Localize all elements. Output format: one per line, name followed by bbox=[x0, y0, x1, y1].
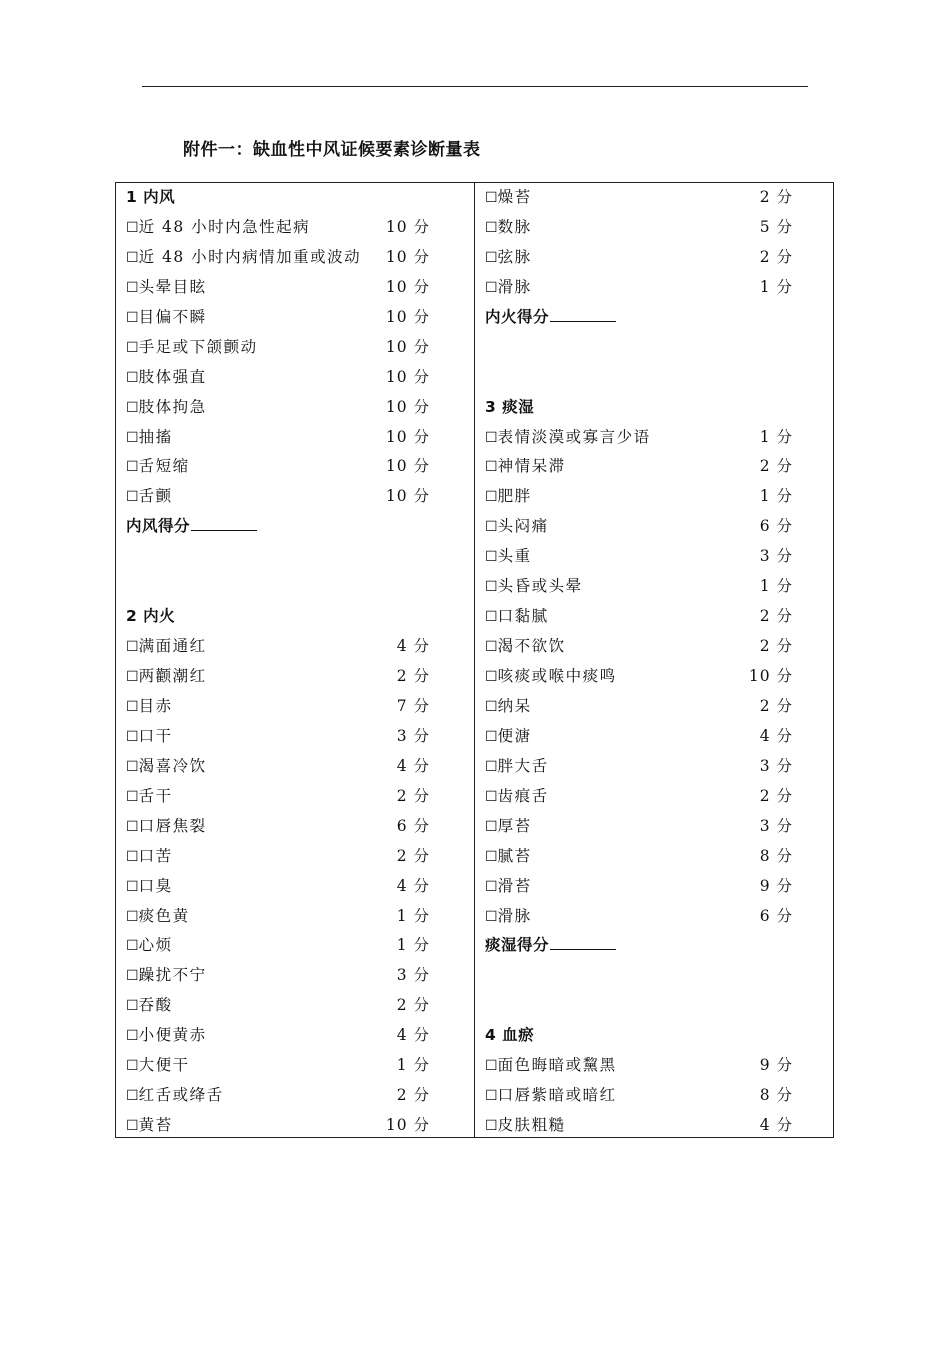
symptom-score: 4 分 bbox=[759, 1116, 793, 1135]
symptom-label: 腻苔 bbox=[497, 846, 532, 865]
spacer-row bbox=[475, 333, 833, 363]
symptom-score: 2 分 bbox=[759, 696, 793, 715]
section-subtotal bbox=[475, 303, 833, 333]
symptom-score: 1 分 bbox=[759, 487, 793, 506]
symptom-item[interactable] bbox=[116, 243, 474, 273]
checkbox-icon[interactable]: ☐ bbox=[126, 728, 139, 745]
section-heading-label: 1 内风 bbox=[126, 188, 176, 206]
symptom-score: 10 分 bbox=[385, 307, 430, 326]
symptom-item[interactable] bbox=[475, 452, 833, 482]
symptom-label: 面色晦暗或黧黑 bbox=[497, 1056, 617, 1075]
symptom-score: 4 分 bbox=[396, 756, 430, 775]
symptom-item[interactable] bbox=[116, 722, 474, 752]
checkbox-icon[interactable]: ☐ bbox=[126, 698, 139, 715]
symptom-score: 8 分 bbox=[759, 1086, 793, 1105]
checkbox-icon[interactable]: ☐ bbox=[485, 519, 498, 536]
checkbox-icon[interactable]: ☐ bbox=[485, 190, 498, 206]
symptom-item[interactable] bbox=[116, 273, 474, 303]
symptom-label: 口黏腻 bbox=[497, 607, 549, 626]
document-title: 附件一：缺血性中风证候要素诊断量表 bbox=[183, 140, 481, 160]
checkbox-icon[interactable]: ☐ bbox=[126, 219, 139, 236]
checkbox-icon[interactable]: ☐ bbox=[485, 579, 498, 596]
symptom-score: 8 分 bbox=[759, 846, 793, 865]
symptom-label: 口臭 bbox=[138, 876, 173, 895]
symptom-item[interactable] bbox=[475, 662, 833, 692]
checkbox-icon[interactable]: ☐ bbox=[485, 219, 498, 236]
symptom-label: 舌干 bbox=[138, 786, 173, 805]
checkbox-icon[interactable]: ☐ bbox=[485, 279, 498, 296]
symptom-item[interactable] bbox=[475, 812, 833, 842]
symptom-item[interactable] bbox=[116, 842, 474, 872]
checkbox-icon[interactable]: ☐ bbox=[126, 429, 139, 446]
symptom-label: 肥胖 bbox=[497, 487, 532, 506]
checkbox-icon[interactable]: ☐ bbox=[126, 339, 139, 356]
symptom-label: 头重 bbox=[497, 547, 532, 566]
symptom-item[interactable] bbox=[116, 423, 474, 453]
checkbox-icon[interactable]: ☐ bbox=[126, 279, 139, 296]
symptom-item[interactable] bbox=[475, 572, 833, 602]
checkbox-icon[interactable]: ☐ bbox=[485, 788, 498, 805]
symptom-label: 口干 bbox=[138, 726, 173, 745]
symptom-score: 4 分 bbox=[396, 876, 430, 895]
symptom-label: 小便黄赤 bbox=[138, 1026, 207, 1045]
section-heading bbox=[116, 602, 474, 632]
section-heading-label: 4 血瘀 bbox=[485, 1026, 535, 1045]
symptom-score: 10 分 bbox=[385, 247, 430, 266]
checkbox-icon[interactable]: ☐ bbox=[485, 1058, 498, 1075]
symptom-label: 目赤 bbox=[138, 696, 173, 715]
symptom-score: 9 分 bbox=[759, 876, 793, 895]
symptom-label: 渴喜冷饮 bbox=[138, 756, 207, 775]
symptom-item[interactable] bbox=[116, 213, 474, 243]
symptom-item[interactable] bbox=[475, 1051, 833, 1081]
section-heading-label: 2 内火 bbox=[126, 607, 176, 626]
subtotal-blank-field[interactable] bbox=[550, 321, 616, 322]
symptom-label: 近 48 小时内病情加重或波动 bbox=[138, 247, 362, 266]
symptom-label: 渴不欲饮 bbox=[497, 637, 566, 656]
symptom-score: 6 分 bbox=[759, 906, 793, 925]
right-column bbox=[475, 183, 833, 1137]
subtotal-label: 内火得分 bbox=[485, 307, 550, 326]
symptom-score: 1 分 bbox=[759, 277, 793, 296]
symptom-label: 满面通红 bbox=[138, 637, 207, 656]
symptom-score: 7 分 bbox=[396, 696, 430, 715]
symptom-label: 舌颤 bbox=[138, 487, 173, 506]
checkbox-icon[interactable]: ☐ bbox=[126, 788, 139, 805]
symptom-item[interactable] bbox=[116, 632, 474, 662]
symptom-label: 两颧潮红 bbox=[138, 667, 207, 685]
symptom-score: 2 分 bbox=[396, 1086, 430, 1105]
symptom-score: 2 分 bbox=[759, 637, 793, 656]
symptom-score: 10 分 bbox=[385, 427, 430, 446]
checkbox-icon[interactable]: ☐ bbox=[126, 399, 139, 416]
symptom-score: 1 分 bbox=[759, 577, 793, 596]
symptom-score: 4 分 bbox=[396, 1026, 430, 1045]
symptom-label: 口唇紫暗或暗红 bbox=[497, 1086, 617, 1105]
symptom-item[interactable] bbox=[475, 902, 833, 932]
symptom-score: 2 分 bbox=[759, 457, 793, 476]
symptom-label: 滑苔 bbox=[497, 876, 532, 895]
spacer-row bbox=[116, 542, 474, 572]
checkbox-icon[interactable]: ☐ bbox=[126, 309, 139, 326]
checkbox-icon[interactable]: ☐ bbox=[126, 1088, 139, 1105]
symptom-label: 抽搐 bbox=[138, 427, 173, 446]
checkbox-icon[interactable]: ☐ bbox=[485, 249, 498, 266]
symptom-score: 10 分 bbox=[385, 217, 430, 236]
section-heading-label: 3 痰湿 bbox=[485, 397, 535, 416]
symptom-score: 3 分 bbox=[759, 547, 793, 566]
symptom-score: 2 分 bbox=[396, 846, 430, 865]
symptom-score: 1 分 bbox=[396, 906, 430, 925]
checkbox-icon[interactable]: ☐ bbox=[485, 549, 498, 566]
symptom-label: 大便干 bbox=[138, 1056, 190, 1075]
symptom-item[interactable] bbox=[116, 1081, 474, 1111]
symptom-label: 齿痕舌 bbox=[497, 786, 549, 805]
spacer-row bbox=[475, 961, 833, 991]
checkbox-icon[interactable]: ☐ bbox=[126, 908, 139, 925]
checkbox-icon[interactable]: ☐ bbox=[126, 998, 139, 1015]
checkbox-icon[interactable]: ☐ bbox=[485, 908, 498, 925]
subtotal-label: 痰湿得分 bbox=[485, 936, 550, 955]
symptom-item[interactable] bbox=[475, 1081, 833, 1111]
symptom-label: 心烦 bbox=[138, 936, 173, 955]
symptom-item[interactable] bbox=[475, 183, 833, 213]
symptom-score: 10 分 bbox=[385, 337, 430, 356]
symptom-label: 躁扰不宁 bbox=[138, 966, 207, 985]
symptom-item[interactable] bbox=[475, 423, 833, 453]
left-column bbox=[116, 183, 475, 1137]
symptom-label: 神情呆滞 bbox=[497, 457, 566, 476]
checkbox-icon[interactable]: ☐ bbox=[485, 609, 498, 626]
symptom-item[interactable] bbox=[475, 842, 833, 872]
symptom-label: 厚苔 bbox=[497, 816, 532, 835]
checkbox-icon[interactable]: ☐ bbox=[485, 429, 498, 446]
symptom-label: 舌短缩 bbox=[138, 457, 190, 476]
symptom-item[interactable] bbox=[475, 542, 833, 572]
subtotal-label: 内风得分 bbox=[126, 517, 191, 536]
checkbox-icon[interactable]: ☐ bbox=[126, 669, 139, 685]
diagnostic-scale-table bbox=[115, 182, 834, 1138]
symptom-label: 滑脉 bbox=[497, 277, 532, 296]
symptom-label: 手足或下颌颤动 bbox=[138, 337, 258, 356]
symptom-score: 2 分 bbox=[396, 996, 430, 1015]
symptom-label: 口苦 bbox=[138, 846, 173, 865]
symptom-score: 3 分 bbox=[759, 816, 793, 835]
checkbox-icon[interactable]: ☐ bbox=[126, 639, 139, 656]
symptom-item[interactable] bbox=[116, 812, 474, 842]
symptom-label: 燥苔 bbox=[497, 188, 532, 206]
section-heading bbox=[475, 1021, 833, 1051]
checkbox-icon[interactable]: ☐ bbox=[126, 818, 139, 835]
symptom-label: 胖大舌 bbox=[497, 756, 549, 775]
checkbox-icon[interactable]: ☐ bbox=[485, 489, 498, 506]
section-heading bbox=[475, 393, 833, 423]
symptom-item[interactable] bbox=[475, 1111, 833, 1141]
symptom-item[interactable] bbox=[116, 1021, 474, 1051]
symptom-item[interactable] bbox=[475, 752, 833, 782]
checkbox-icon[interactable]: ☐ bbox=[485, 1118, 498, 1135]
checkbox-icon[interactable]: ☐ bbox=[126, 369, 139, 386]
symptom-score: 2 分 bbox=[759, 247, 793, 266]
spacer-row bbox=[475, 991, 833, 1021]
symptom-label: 皮肤粗糙 bbox=[497, 1116, 566, 1135]
subtotal-blank-field[interactable] bbox=[550, 949, 616, 950]
symptom-score: 10 分 bbox=[748, 667, 793, 685]
checkbox-icon[interactable]: ☐ bbox=[126, 1058, 139, 1075]
symptom-item[interactable] bbox=[116, 961, 474, 991]
symptom-item[interactable] bbox=[116, 303, 474, 333]
symptom-score: 2 分 bbox=[759, 188, 793, 206]
symptom-item[interactable] bbox=[116, 931, 474, 961]
checkbox-icon[interactable]: ☐ bbox=[126, 758, 139, 775]
symptom-item[interactable] bbox=[475, 602, 833, 632]
symptom-score: 10 分 bbox=[385, 277, 430, 296]
symptom-score: 4 分 bbox=[759, 726, 793, 745]
symptom-item[interactable] bbox=[475, 782, 833, 812]
symptom-label: 弦脉 bbox=[497, 247, 532, 266]
spacer-row bbox=[116, 572, 474, 602]
symptom-label: 痰色黄 bbox=[138, 906, 190, 925]
checkbox-icon[interactable]: ☐ bbox=[126, 1028, 139, 1045]
section-heading bbox=[116, 183, 474, 213]
symptom-score: 3 分 bbox=[396, 966, 430, 985]
symptom-item[interactable] bbox=[475, 213, 833, 243]
subtotal-blank-field[interactable] bbox=[191, 530, 257, 531]
checkbox-icon[interactable]: ☐ bbox=[126, 249, 139, 266]
symptom-label: 纳呆 bbox=[497, 696, 532, 715]
checkbox-icon[interactable]: ☐ bbox=[126, 459, 139, 476]
symptom-label: 便溏 bbox=[497, 726, 532, 745]
symptom-score: 6 分 bbox=[396, 816, 430, 835]
symptom-label: 滑脉 bbox=[497, 906, 532, 925]
symptom-item[interactable] bbox=[116, 393, 474, 423]
symptom-item[interactable] bbox=[116, 1111, 474, 1141]
symptom-score: 2 分 bbox=[396, 786, 430, 805]
checkbox-icon[interactable]: ☐ bbox=[485, 758, 498, 775]
symptom-item[interactable] bbox=[116, 752, 474, 782]
symptom-label: 吞酸 bbox=[138, 996, 173, 1015]
header-rule bbox=[142, 86, 808, 87]
symptom-item[interactable] bbox=[116, 991, 474, 1021]
symptom-item[interactable] bbox=[116, 872, 474, 902]
symptom-item[interactable] bbox=[475, 273, 833, 303]
symptom-item[interactable] bbox=[475, 692, 833, 722]
symptom-label: 目偏不瞬 bbox=[138, 307, 207, 326]
symptom-label: 近 48 小时内急性起病 bbox=[138, 217, 311, 236]
checkbox-icon[interactable]: ☐ bbox=[126, 938, 139, 955]
symptom-item[interactable] bbox=[475, 512, 833, 542]
symptom-item[interactable] bbox=[116, 363, 474, 393]
symptom-score: 10 分 bbox=[385, 1116, 430, 1135]
symptom-item[interactable] bbox=[116, 662, 474, 692]
symptom-label: 口唇焦裂 bbox=[138, 816, 207, 835]
checkbox-icon[interactable]: ☐ bbox=[126, 968, 139, 985]
symptom-item[interactable] bbox=[116, 482, 474, 512]
checkbox-icon[interactable]: ☐ bbox=[126, 848, 139, 865]
spacer-row bbox=[475, 363, 833, 393]
checkbox-icon[interactable]: ☐ bbox=[126, 878, 139, 895]
symptom-item[interactable] bbox=[475, 243, 833, 273]
symptom-score: 3 分 bbox=[396, 726, 430, 745]
checkbox-icon[interactable]: ☐ bbox=[485, 848, 498, 865]
symptom-item[interactable] bbox=[475, 872, 833, 902]
symptom-label: 数脉 bbox=[497, 217, 532, 236]
symptom-item[interactable] bbox=[116, 782, 474, 812]
symptom-score: 4 分 bbox=[396, 637, 430, 656]
symptom-label: 头闷痛 bbox=[497, 517, 549, 536]
checkbox-icon[interactable]: ☐ bbox=[485, 818, 498, 835]
symptom-score: 6 分 bbox=[759, 517, 793, 536]
symptom-score: 1 分 bbox=[396, 936, 430, 955]
symptom-item[interactable] bbox=[116, 902, 474, 932]
symptom-score: 2 分 bbox=[396, 667, 430, 685]
symptom-score: 2 分 bbox=[759, 786, 793, 805]
symptom-item[interactable] bbox=[116, 333, 474, 363]
symptom-score: 10 分 bbox=[385, 367, 430, 386]
symptom-item[interactable] bbox=[475, 722, 833, 752]
symptom-score: 3 分 bbox=[759, 756, 793, 775]
symptom-score: 10 分 bbox=[385, 397, 430, 416]
symptom-item[interactable] bbox=[116, 452, 474, 482]
checkbox-icon[interactable]: ☐ bbox=[485, 459, 498, 476]
symptom-score: 5 分 bbox=[759, 217, 793, 236]
section-subtotal bbox=[475, 931, 833, 961]
checkbox-icon[interactable]: ☐ bbox=[485, 878, 498, 895]
symptom-label: 黄苔 bbox=[138, 1116, 173, 1135]
section-subtotal bbox=[116, 512, 474, 542]
checkbox-icon[interactable]: ☐ bbox=[126, 489, 139, 506]
checkbox-icon[interactable]: ☐ bbox=[126, 1118, 139, 1135]
symptom-item[interactable] bbox=[475, 632, 833, 662]
symptom-label: 红舌或绛舌 bbox=[138, 1086, 224, 1105]
symptom-score: 1 分 bbox=[759, 427, 793, 446]
symptom-score: 10 分 bbox=[385, 457, 430, 476]
symptom-label: 肢体拘急 bbox=[138, 397, 207, 416]
symptom-label: 头晕目眩 bbox=[138, 277, 207, 296]
checkbox-icon[interactable]: ☐ bbox=[485, 1088, 498, 1105]
checkbox-icon[interactable]: ☐ bbox=[485, 669, 498, 685]
symptom-item[interactable] bbox=[116, 1051, 474, 1081]
symptom-score: 2 分 bbox=[759, 607, 793, 626]
symptom-score: 1 分 bbox=[396, 1056, 430, 1075]
symptom-label: 头昏或头晕 bbox=[497, 577, 583, 596]
symptom-label: 肢体强直 bbox=[138, 367, 207, 386]
symptom-item[interactable] bbox=[116, 692, 474, 722]
checkbox-icon[interactable]: ☐ bbox=[485, 698, 498, 715]
symptom-label: 咳痰或喉中痰鸣 bbox=[497, 667, 617, 685]
checkbox-icon[interactable]: ☐ bbox=[485, 639, 498, 656]
symptom-item[interactable] bbox=[475, 482, 833, 512]
symptom-score: 10 分 bbox=[385, 487, 430, 506]
checkbox-icon[interactable]: ☐ bbox=[485, 728, 498, 745]
symptom-score: 9 分 bbox=[759, 1056, 793, 1075]
symptom-label: 表情淡漠或寡言少语 bbox=[497, 427, 651, 446]
